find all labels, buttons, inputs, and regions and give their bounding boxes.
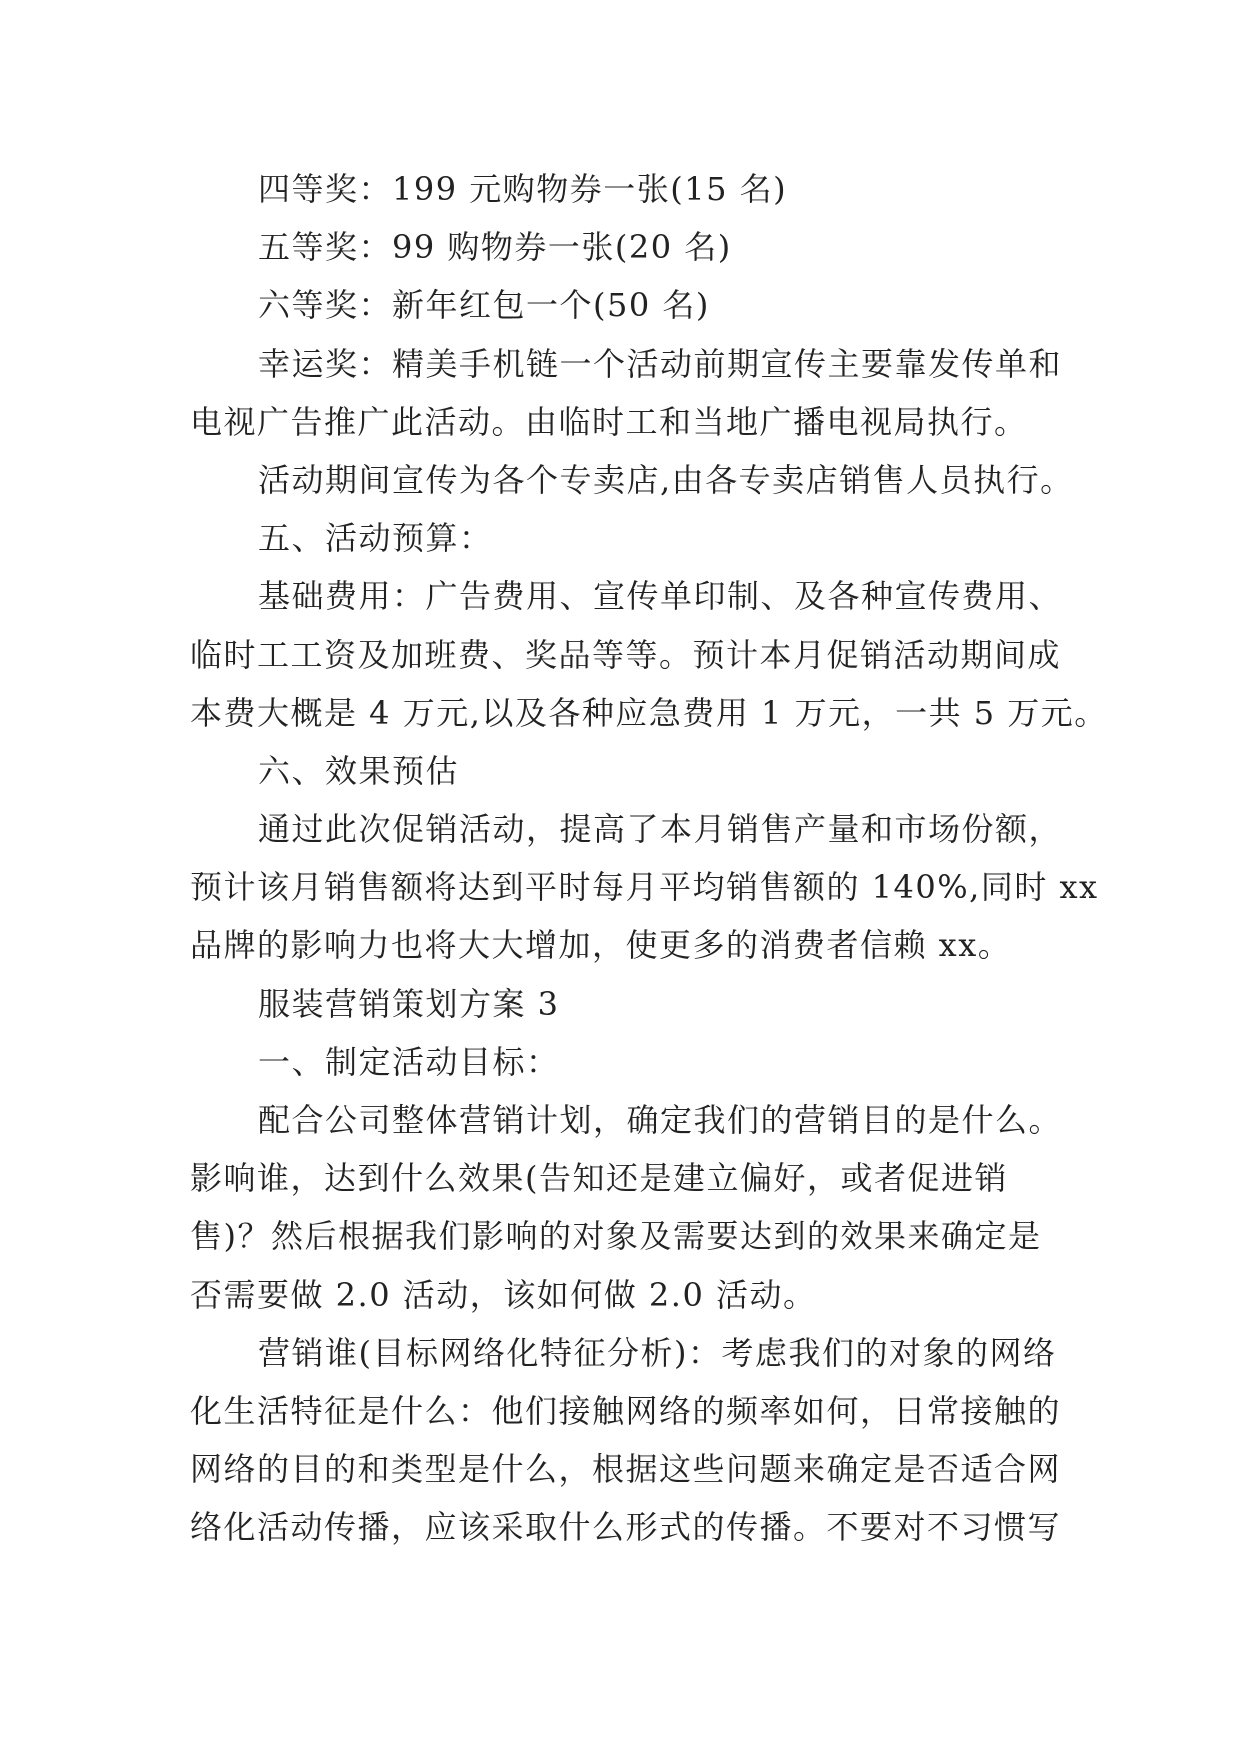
text-line: 电视广告推广此活动。由临时工和当地广播电视局执行。 (190, 402, 1028, 441)
section-heading: 五、活动预算： (258, 519, 493, 558)
text-line: 影响谁，达到什么效果(告知还是建立偏好，或者促进销 (190, 1159, 1008, 1198)
text-line: 网络的目的和类型是什么，根据这些问题来确定是否适合网 (190, 1450, 1062, 1489)
text-line: 预计该月销售额将达到平时每月平均销售额的 140%,同时 xx (190, 868, 1099, 907)
text-line: 络化活动传播，应该采取什么形式的传播。不要对不习惯写 (190, 1508, 1062, 1547)
text-line: 活动期间宣传为各个专卖店,由各专卖店销售人员执行。 (258, 460, 1074, 499)
text-line: 基础费用：广告费用、宣传单印制、及各种宣传费用、 (258, 577, 1063, 616)
text-line: 营销谁(目标网络化特征分析)：考虑我们的对象的网络 (258, 1333, 1057, 1372)
section-heading: 六、效果预估 (258, 751, 460, 790)
text-line: 否需要做 2.0 活动，该如何做 2.0 活动。 (190, 1275, 817, 1314)
text-line: 四等奖：199 元购物券一张(15 名) (258, 170, 788, 208)
text-line: 配合公司整体营销计划，确定我们的营销目的是什么。 (258, 1101, 1063, 1139)
text-line: 本费大概是 4 万元,以及各种应急费用 1 万元，一共 5 万元。 (190, 693, 1108, 732)
document-title: 服装营销策划方案 3 (258, 984, 560, 1023)
text-line: 幸运奖：精美手机链一个活动前期宣传主要靠发传单和 (258, 344, 1063, 383)
document-body (190, 160, 1108, 1557)
text-line: 六等奖：新年红包一个(50 名) (258, 286, 710, 325)
text-line: 通过此次促销活动，提高了本月销售产量和市场份额， (258, 810, 1063, 849)
text-line: 品牌的影响力也将大大增加，使更多的消费者信赖 xx。 (190, 926, 1012, 965)
text-line: 临时工工资及加班费、奖品等等。预计本月促销活动期间成 (190, 635, 1062, 674)
text-line: 售)？然后根据我们影响的对象及需要达到的效果来确定是 (190, 1217, 1042, 1256)
text-line: 化生活特征是什么：他们接触网络的频率如何，日常接触的 (190, 1391, 1062, 1430)
text-line: 五等奖：99 购物券一张(20 名) (258, 228, 732, 267)
section-heading: 一、制定活动目标： (258, 1042, 560, 1081)
